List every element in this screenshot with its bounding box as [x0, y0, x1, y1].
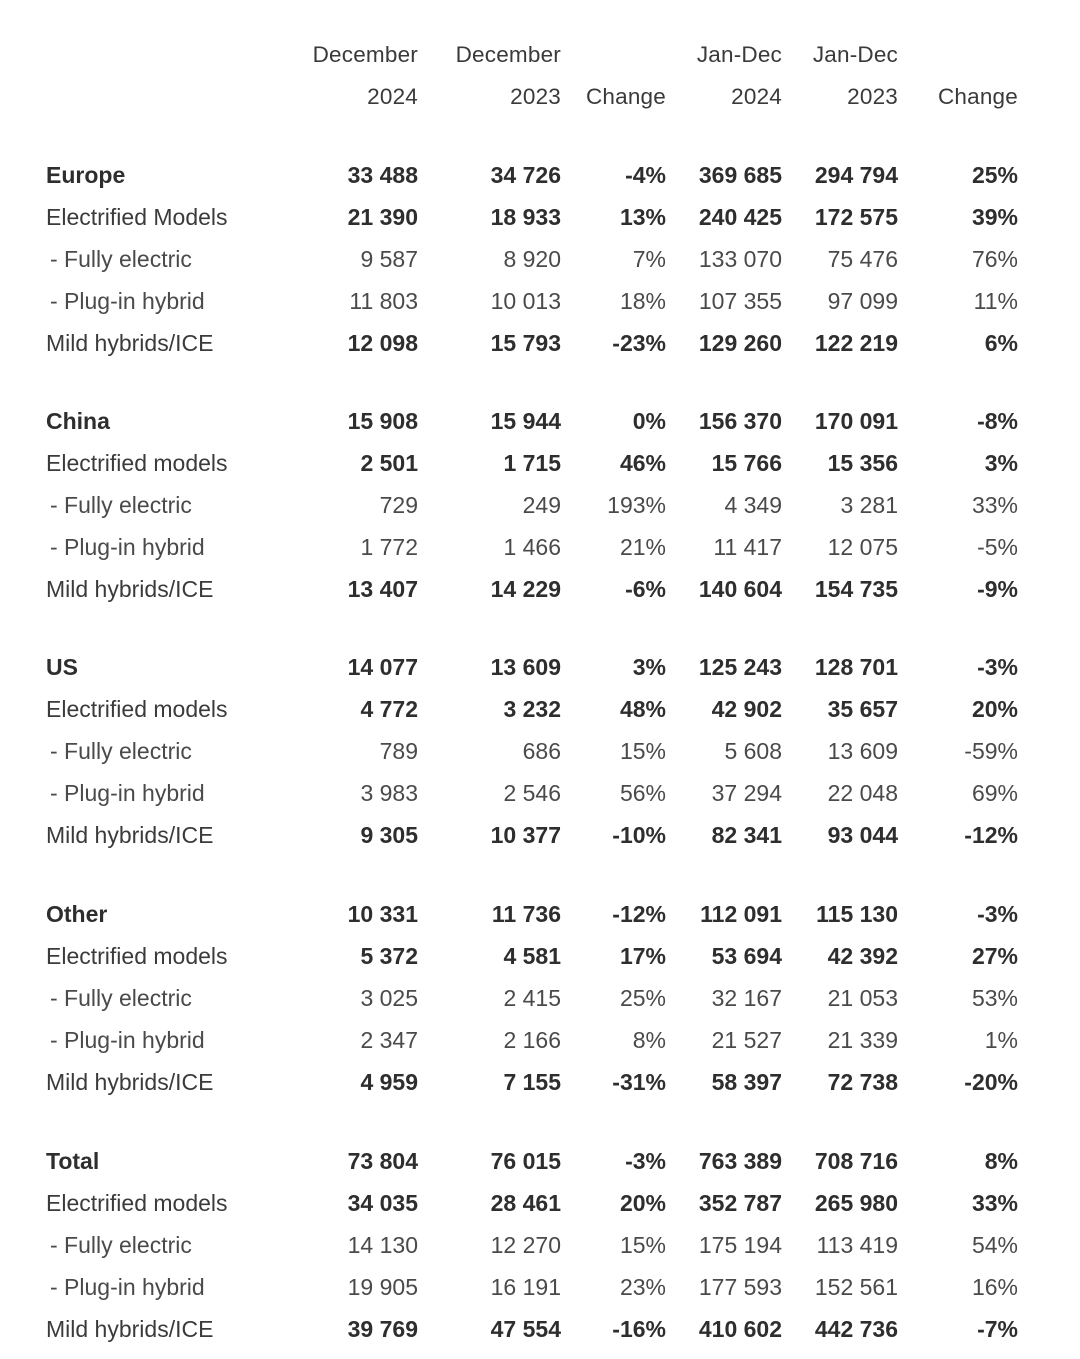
cell-dec-2024: 789: [379, 738, 418, 764]
row-label: Europe: [46, 162, 126, 188]
cell-dec-2023: 12 270: [490, 1232, 561, 1258]
cell-dec-2023: 7 155: [503, 1069, 561, 1095]
cell-ytd-2024: 129 260: [698, 330, 782, 356]
cell-change-month: 21%: [619, 534, 666, 560]
cell-ytd-2023: 708 716: [814, 1148, 898, 1174]
table-row-electrified: [0, 688, 1080, 730]
cell-ytd-2024: 175 194: [698, 1232, 782, 1258]
cell-change-ytd: -59%: [964, 738, 1018, 764]
cell-change-ytd: -3%: [977, 654, 1018, 680]
cell-ytd-2024: 21 527: [711, 1027, 782, 1053]
header-row-2: [0, 76, 1080, 118]
cell-dec-2024: 10 331: [347, 901, 418, 927]
row-label: - Fully electric: [50, 1232, 192, 1258]
cell-dec-2024: 3 025: [360, 985, 418, 1011]
cell-dec-2024: 2 501: [360, 450, 418, 476]
cell-dec-2024: 34 035: [347, 1190, 418, 1216]
cell-dec-2023: 2 415: [503, 985, 561, 1011]
row-label: - Fully electric: [50, 985, 192, 1011]
cell-ytd-2023: 154 735: [814, 576, 898, 602]
row-label: - Fully electric: [50, 246, 192, 272]
table-row-fully-electric: [0, 484, 1080, 526]
cell-ytd-2023: 35 657: [827, 696, 898, 722]
cell-ytd-2023: 265 980: [814, 1190, 898, 1216]
cell-ytd-2023: 72 738: [827, 1069, 898, 1095]
row-label: Mild hybrids/ICE: [46, 576, 214, 602]
cell-change-ytd: 11%: [973, 288, 1018, 314]
cell-dec-2023: 14 229: [490, 576, 561, 602]
cell-change-ytd: 76%: [971, 246, 1018, 272]
table-row-region: [0, 400, 1080, 442]
cell-change-ytd: 27%: [971, 943, 1018, 969]
cell-dec-2024: 21 390: [347, 204, 418, 230]
cell-dec-2023: 16 191: [490, 1274, 561, 1300]
cell-ytd-2024: 5 608: [724, 738, 782, 764]
cell-dec-2023: 4 581: [503, 943, 561, 969]
cell-ytd-2024: 177 593: [698, 1274, 782, 1300]
cell-dec-2023: 34 726: [490, 162, 561, 188]
cell-dec-2024: 33 488: [347, 162, 418, 188]
cell-dec-2024: 4 772: [360, 696, 418, 722]
cell-change-month: 193%: [607, 492, 666, 518]
cell-change-ytd: -3%: [977, 901, 1018, 927]
table-row-fully-electric: [0, 238, 1080, 280]
cell-ytd-2023: 97 099: [827, 288, 898, 314]
cell-dec-2023: 13 609: [490, 654, 561, 680]
cell-dec-2024: 39 769: [347, 1316, 418, 1342]
cell-dec-2023: 11 736: [491, 901, 561, 927]
cell-ytd-2024: 107 355: [698, 288, 782, 314]
cell-ytd-2023: 152 561: [814, 1274, 898, 1300]
header-ytd-2024-line2: 2024: [731, 84, 782, 109]
header-ytd-2024-line1: Jan-Dec: [696, 42, 782, 67]
cell-ytd-2024: 125 243: [698, 654, 782, 680]
cell-ytd-2023: 42 392: [827, 943, 898, 969]
cell-change-month: -16%: [612, 1316, 666, 1342]
cell-change-month: -10%: [612, 822, 666, 848]
cell-change-month: -3%: [625, 1148, 666, 1174]
cell-ytd-2023: 115 130: [816, 901, 898, 927]
cell-ytd-2024: 58 397: [711, 1069, 782, 1095]
cell-ytd-2023: 294 794: [814, 162, 898, 188]
cell-change-month: 13%: [619, 204, 666, 230]
header-row-1: [0, 34, 1080, 76]
cell-change-month: 25%: [619, 985, 666, 1011]
cell-change-month: 0%: [632, 408, 666, 434]
row-label: Mild hybrids/ICE: [46, 822, 214, 848]
cell-change-ytd: 1%: [984, 1027, 1018, 1053]
cell-change-ytd: 25%: [971, 162, 1018, 188]
table-row-mild-hybrids-ice: [0, 1061, 1080, 1103]
cell-change-month: 15%: [619, 1232, 666, 1258]
cell-ytd-2024: 156 370: [698, 408, 782, 434]
row-label: - Plug-in hybrid: [50, 534, 205, 560]
row-label: Total: [46, 1148, 100, 1174]
cell-change-month: 8%: [632, 1027, 666, 1053]
cell-dec-2024: 1 772: [360, 534, 418, 560]
cell-change-ytd: 39%: [971, 204, 1018, 230]
cell-change-month: 20%: [619, 1190, 666, 1216]
header-ytd-2023-line2: 2023: [847, 84, 898, 109]
cell-dec-2023: 10 377: [490, 822, 561, 848]
cell-ytd-2023: 13 609: [827, 738, 898, 764]
row-label: - Plug-in hybrid: [50, 1274, 205, 1300]
cell-ytd-2023: 113 419: [816, 1232, 898, 1258]
row-label: Electrified models: [46, 1190, 228, 1216]
cell-change-month: -6%: [625, 576, 666, 602]
row-label: - Fully electric: [50, 738, 192, 764]
cell-dec-2024: 11 803: [349, 288, 418, 314]
cell-ytd-2023: 93 044: [827, 822, 898, 848]
row-label: Mild hybrids/ICE: [46, 330, 214, 356]
cell-change-ytd: 54%: [971, 1232, 1018, 1258]
cell-dec-2024: 3 983: [360, 780, 418, 806]
cell-dec-2023: 18 933: [490, 204, 561, 230]
row-label: Electrified models: [46, 943, 228, 969]
cell-change-ytd: 8%: [984, 1148, 1018, 1174]
cell-change-ytd: 33%: [971, 1190, 1018, 1216]
cell-ytd-2024: 140 604: [698, 576, 782, 602]
cell-dec-2023: 76 015: [490, 1148, 561, 1174]
row-label: Mild hybrids/ICE: [46, 1316, 214, 1342]
table-row-region: [0, 154, 1080, 196]
cell-change-month: 18%: [619, 288, 666, 314]
cell-dec-2023: 10 013: [490, 288, 561, 314]
cell-ytd-2024: 240 425: [698, 204, 782, 230]
cell-dec-2024: 15 908: [347, 408, 418, 434]
cell-change-ytd: -7%: [977, 1316, 1018, 1342]
row-label: US: [46, 654, 78, 680]
row-label: Other: [46, 901, 108, 927]
header-ytd-2023-line1: Jan-Dec: [812, 42, 898, 67]
cell-ytd-2024: 53 694: [711, 943, 782, 969]
table-row-region: [0, 893, 1080, 935]
cell-dec-2023: 28 461: [490, 1190, 561, 1216]
row-label: - Plug-in hybrid: [50, 780, 205, 806]
table-row-plug-in-hybrid: [0, 772, 1080, 814]
cell-ytd-2024: 352 787: [698, 1190, 782, 1216]
cell-change-ytd: 20%: [971, 696, 1018, 722]
cell-dec-2024: 729: [379, 492, 418, 518]
table-row-fully-electric: [0, 730, 1080, 772]
row-label: - Fully electric: [50, 492, 192, 518]
table-row-region: [0, 1140, 1080, 1182]
cell-change-month: 23%: [619, 1274, 666, 1300]
cell-ytd-2024: 32 167: [711, 985, 782, 1011]
table-row-mild-hybrids-ice: [0, 322, 1080, 364]
header-dec-2023-line2: 2023: [510, 84, 561, 109]
header-dec-2023-line1: December: [455, 42, 561, 67]
cell-ytd-2023: 12 075: [827, 534, 898, 560]
cell-change-ytd: 53%: [971, 985, 1018, 1011]
table-row-electrified: [0, 935, 1080, 977]
cell-ytd-2023: 172 575: [814, 204, 898, 230]
cell-dec-2023: 47 554: [490, 1316, 561, 1342]
table-row-mild-hybrids-ice: [0, 814, 1080, 856]
row-label: Electrified Models: [46, 204, 228, 230]
cell-ytd-2024: 410 602: [698, 1316, 782, 1342]
cell-ytd-2024: 4 349: [724, 492, 782, 518]
cell-dec-2023: 686: [522, 738, 561, 764]
cell-change-ytd: 6%: [984, 330, 1018, 356]
cell-ytd-2024: 11 417: [713, 534, 782, 560]
cell-dec-2023: 249: [522, 492, 561, 518]
cell-ytd-2023: 75 476: [827, 246, 898, 272]
cell-dec-2024: 14 077: [347, 654, 418, 680]
header-change-month-line2: Change: [585, 84, 666, 109]
table-row-plug-in-hybrid: [0, 526, 1080, 568]
row-label: Mild hybrids/ICE: [46, 1069, 214, 1095]
table-row-mild-hybrids-ice: [0, 568, 1080, 610]
cell-change-month: 7%: [632, 246, 666, 272]
cell-ytd-2023: 170 091: [814, 408, 898, 434]
cell-ytd-2023: 15 356: [827, 450, 898, 476]
cell-dec-2024: 9 305: [360, 822, 418, 848]
table-row-fully-electric: [0, 977, 1080, 1019]
cell-ytd-2024: 112 091: [700, 901, 782, 927]
table-row-fully-electric: [0, 1224, 1080, 1266]
cell-change-month: 15%: [619, 738, 666, 764]
cell-change-ytd: -5%: [977, 534, 1018, 560]
table-row-plug-in-hybrid: [0, 280, 1080, 322]
cell-dec-2023: 2 546: [503, 780, 561, 806]
cell-dec-2024: 4 959: [360, 1069, 418, 1095]
cell-change-ytd: -20%: [964, 1069, 1018, 1095]
cell-dec-2024: 14 130: [347, 1232, 418, 1258]
cell-dec-2024: 5 372: [360, 943, 418, 969]
cell-ytd-2023: 442 736: [814, 1316, 898, 1342]
cell-change-ytd: 16%: [971, 1274, 1018, 1300]
cell-ytd-2023: 21 053: [827, 985, 898, 1011]
cell-change-ytd: -12%: [964, 822, 1018, 848]
cell-dec-2023: 3 232: [503, 696, 561, 722]
cell-change-month: 46%: [619, 450, 666, 476]
cell-change-ytd: 33%: [971, 492, 1018, 518]
row-label: - Plug-in hybrid: [50, 288, 205, 314]
cell-ytd-2024: 42 902: [711, 696, 782, 722]
table-row-plug-in-hybrid: [0, 1266, 1080, 1308]
cell-change-month: 48%: [619, 696, 666, 722]
cell-change-month: -31%: [612, 1069, 666, 1095]
cell-ytd-2024: 37 294: [711, 780, 782, 806]
cell-dec-2024: 2 347: [360, 1027, 418, 1053]
cell-change-ytd: 3%: [984, 450, 1018, 476]
cell-dec-2024: 13 407: [347, 576, 418, 602]
cell-ytd-2023: 3 281: [840, 492, 898, 518]
cell-dec-2023: 1 715: [503, 450, 561, 476]
header-change-ytd-line2: Change: [937, 84, 1018, 109]
cell-dec-2023: 15 793: [490, 330, 561, 356]
cell-dec-2023: 2 166: [503, 1027, 561, 1053]
cell-ytd-2024: 369 685: [698, 162, 782, 188]
table-row-plug-in-hybrid: [0, 1019, 1080, 1061]
cell-ytd-2023: 122 219: [814, 330, 898, 356]
cell-dec-2024: 73 804: [347, 1148, 418, 1174]
cell-dec-2024: 19 905: [347, 1274, 418, 1300]
cell-change-month: -23%: [612, 330, 666, 356]
row-label: China: [46, 408, 110, 434]
row-label: Electrified models: [46, 450, 228, 476]
cell-change-month: 3%: [632, 654, 666, 680]
cell-change-month: -4%: [625, 162, 666, 188]
cell-dec-2023: 8 920: [503, 246, 561, 272]
row-label: Electrified models: [46, 696, 228, 722]
table-row-mild-hybrids-ice: [0, 1308, 1080, 1350]
cell-ytd-2023: 128 701: [814, 654, 898, 680]
cell-change-month: -12%: [612, 901, 666, 927]
cell-ytd-2024: 82 341: [711, 822, 782, 848]
row-label: - Plug-in hybrid: [50, 1027, 205, 1053]
cell-dec-2024: 9 587: [360, 246, 418, 272]
table-row-electrified: [0, 196, 1080, 238]
cell-ytd-2024: 763 389: [698, 1148, 782, 1174]
table-row-region: [0, 646, 1080, 688]
cell-ytd-2023: 22 048: [827, 780, 898, 806]
cell-ytd-2023: 21 339: [827, 1027, 898, 1053]
cell-change-month: 56%: [619, 780, 666, 806]
cell-ytd-2024: 15 766: [711, 450, 782, 476]
cell-change-ytd: -8%: [977, 408, 1018, 434]
cell-change-month: 17%: [619, 943, 666, 969]
cell-ytd-2024: 133 070: [698, 246, 782, 272]
cell-dec-2024: 12 098: [347, 330, 418, 356]
cell-change-ytd: 69%: [971, 780, 1018, 806]
header-dec-2024-line2: 2024: [367, 84, 418, 109]
cell-dec-2023: 1 466: [503, 534, 561, 560]
cell-dec-2023: 15 944: [490, 408, 561, 434]
table-row-electrified: [0, 1182, 1080, 1224]
cell-change-ytd: -9%: [977, 576, 1018, 602]
header-dec-2024-line1: December: [312, 42, 418, 67]
table-row-electrified: [0, 442, 1080, 484]
